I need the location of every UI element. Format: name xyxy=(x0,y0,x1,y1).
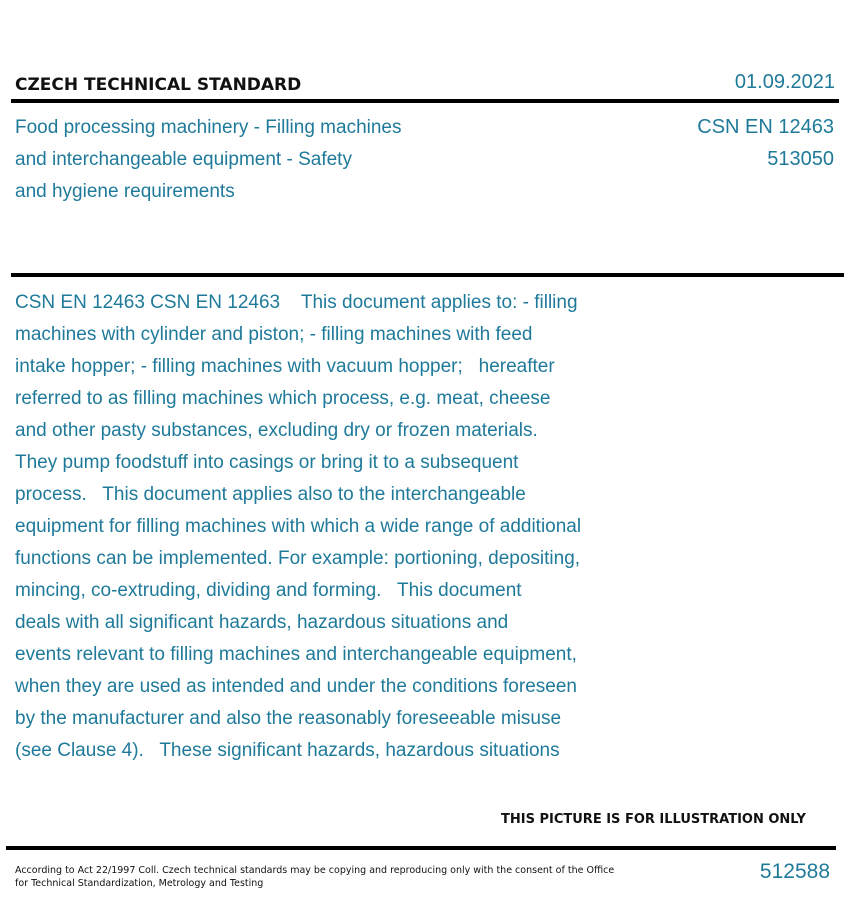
standard-title-line-2: and interchangeable equipment - Safety xyxy=(15,149,352,170)
header-rule xyxy=(11,99,839,103)
title-rule xyxy=(11,273,844,277)
abstract-line: (see Clause 4). These significant hazards, hazardous situations xyxy=(15,740,560,761)
abstract-line: and other pasty substances, excluding dry or frozen materials. xyxy=(15,420,538,441)
abstract-line: by the manufacturer and also the reasonably foreseeable misuse xyxy=(15,708,562,729)
abstract-line: referred to as filling machines which process, e.g. meat, cheese xyxy=(15,388,551,409)
copyright-note-line: According to Act 22/1997 Coll. Czech technical standards may be copying and reproducing only with the consent of the Office xyxy=(15,865,615,876)
standard-title-line-3: and hygiene requirements xyxy=(15,181,235,202)
abstract-line: CSN EN 12463 CSN EN 12463 This document applies to: - filling xyxy=(15,292,578,313)
abstract-line: intake hopper; - filling machines with vacuum hopper; hereafter xyxy=(15,356,555,377)
abstract-line: They pump foodstuff into casings or bring it to a subsequent xyxy=(15,452,519,473)
classification-number: 513050 xyxy=(767,148,834,170)
abstract-line: equipment for filling machines with which a wide range of additional xyxy=(15,516,582,537)
document-type-heading: CZECH TECHNICAL STANDARD xyxy=(15,75,302,95)
abstract-text xyxy=(15,287,665,767)
product-code: 512588 xyxy=(759,860,830,883)
footer-rule xyxy=(6,846,836,850)
copyright-note-line: for Technical Standardization, Metrology and Testing xyxy=(15,878,264,889)
illustration-disclaimer: THIS PICTURE IS FOR ILLUSTRATION ONLY xyxy=(501,812,806,827)
abstract-line: deals with all significant hazards, hazardous situations and xyxy=(15,612,509,633)
abstract-line: when they are used as intended and under the conditions foreseen xyxy=(15,676,577,697)
standard-code: CSN EN 12463 xyxy=(697,116,834,138)
abstract-line: process. This document applies also to the interchangeable xyxy=(15,484,526,505)
abstract-line: functions can be implemented. For example: portioning, depositing, xyxy=(15,548,581,569)
publication-date: 01.09.2021 xyxy=(734,71,835,93)
copyright-note xyxy=(15,864,615,890)
abstract-line: events relevant to filling machines and interchangeable equipment, xyxy=(15,644,577,665)
abstract-line: mincing, co-extruding, dividing and forming. This document xyxy=(15,580,522,601)
standard-title-line-1: Food processing machinery - Filling machines xyxy=(15,117,402,138)
abstract-line: machines with cylinder and piston; - filling machines with feed xyxy=(15,324,533,345)
